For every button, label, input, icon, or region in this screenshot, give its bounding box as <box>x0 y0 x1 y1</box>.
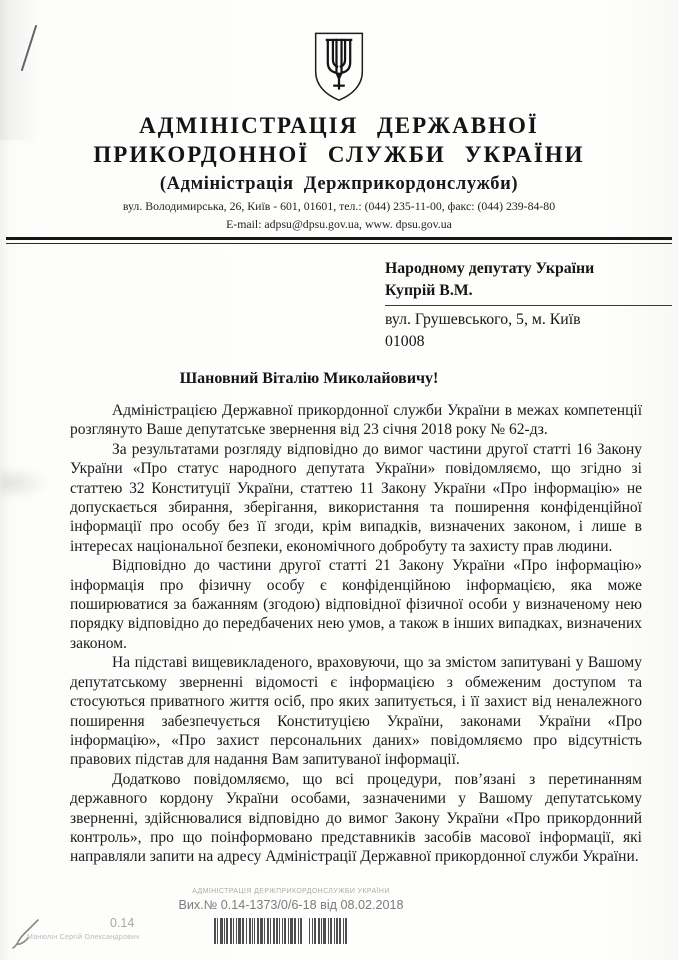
addressee-postcode: 01008 <box>385 333 425 350</box>
body-paragraph: На підставі вищевикладеного, враховуючи, що за змістом запитувані у Вашому депутатському зверненні відомості є інформацією з обмеженим доступом та стосуються приватного життя осіб, про яких запитується, і її захист від неналежного поширення забезпечується Конституцією України, законами України «Про інформацію», «Про захист персональних даних» повідомляємо про відсутність правових підстав для надання Вам запитуваної інформації. <box>70 654 642 769</box>
pen-slash-mark <box>14 20 50 80</box>
stamp-org-line: АДМІНІСТРАЦІЯ ДЕРЖПРИКОРДОНСЛУЖБИ УКРАЇНИ <box>192 888 390 895</box>
body-paragraph: Адміністрацією Державної прикордонної служби України в межах компетенції розглянуто Ваше депутатське звернення від 23 січня 2018 року № 62-дз. <box>70 402 642 439</box>
letterhead-divider-rule <box>6 237 672 244</box>
footer-number: 0.14 <box>110 916 135 930</box>
addressee-name: Купрій В.М. <box>385 282 473 299</box>
body-paragraph: За результатами розгляду відповідно до вимог частини другої статті 16 Закону України «Про статус народного депутата України» повідомляємо, що згідно зі статтею 32 Конституції України, статтею 11 Закону України «Про інформацію» не допускається збирання, зберігання, використання та поширення конфіденційної інформації про особу без її згоди, крім випадків, визначених законом, і лише в інтересах національної безпеки, економічного добробуту та захисту прав людини. <box>70 440 642 555</box>
addressee-name-underlined <box>385 258 672 306</box>
ukraine-trident-emblem-icon <box>311 30 367 104</box>
footer-executor-name: Манюлін Сергій Олександрович <box>27 934 140 941</box>
org-email-line: E-mail: adpsu@dpsu.gov.ua, www. dpsu.gov.ua <box>226 217 452 231</box>
pen-squiggle-mark <box>8 914 48 954</box>
salutation: Шановний Віталію Миколайовичу! <box>179 370 439 387</box>
body-paragraph: Відповідно до частини другої статті 21 Закону України «Про інформацію» інформація про фізичну особу є конфіденційною інформацією, яка може поширюватися за бажанням (згодою) відповідної фізичної особи у визначеному нею порядку відповідно до передбачених нею умов, а також в інших випадках, визначених законом. <box>70 557 642 652</box>
addressee-title: Народному депутату України <box>385 260 595 277</box>
org-name-line1: АДМІНІСТРАЦІЯ ДЕРЖАВНОЇ <box>139 113 539 138</box>
stamp-outgoing-number: Вих.№ 0.14-1373/0/6-18 від 08.02.2018 <box>178 898 404 912</box>
letterhead <box>0 0 678 232</box>
registration-stamp <box>168 888 414 912</box>
addressee-block <box>385 258 672 353</box>
body-paragraph: Додатково повідомляємо, що всі процедури, пов’язані з перетинанням державного кордону України особами, зазначеними у Вашому депутатському зверненні, здійснювалися відповідно до вимог Закону України «Про прикордонний контроль», про що поінформовано представників засобів масової інформації, які направляли запити на адресу Адміністрації Державної прикордонної служби України. <box>70 770 642 866</box>
addressee-address <box>385 306 672 353</box>
org-name-line2: ПРИКОРДОННОЇ СЛУЖБИ УКРАЇНИ <box>93 142 585 167</box>
org-address-line: вул. Володимирська, 26, Київ - 601, 01601, тел.: (044) 235-11-00, факс: (044) 239-84-80 <box>122 199 556 213</box>
scan-smudge-left-edge <box>0 466 50 500</box>
registration-barcode <box>214 918 390 944</box>
org-short-name: (Адміністрація Держприкордонслужби) <box>159 174 519 194</box>
letter-body <box>70 401 642 867</box>
addressee-street: вул. Грушевського, 5, м. Київ <box>385 311 581 328</box>
